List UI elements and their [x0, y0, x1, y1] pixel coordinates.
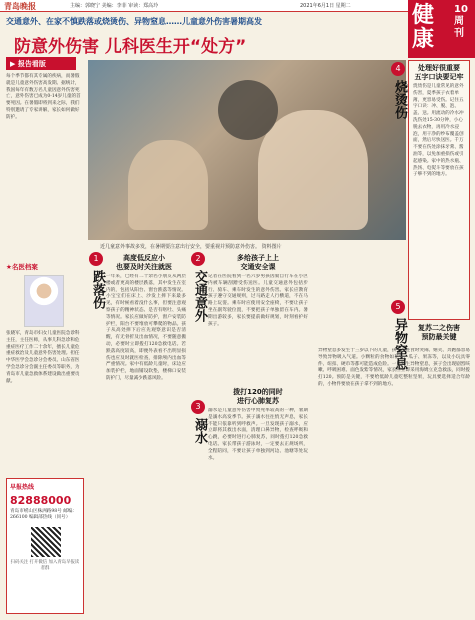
section-5-heading: 复苏二之伤害 预防最关键	[418, 324, 460, 341]
section-3-number: 3	[191, 400, 205, 414]
section-3-heading: 拨打120的同时 进行心肺复苏	[233, 388, 283, 405]
photo-figure-adult	[258, 110, 368, 230]
hotline-box	[6, 478, 84, 614]
section-banner	[408, 0, 475, 58]
section-4-box	[408, 60, 470, 320]
section-1-heading: 高度低反应小 也要及时关注就医	[116, 254, 172, 271]
megaphone-icon: ▶	[10, 60, 16, 68]
photo-figure-head	[218, 80, 278, 140]
photo-figure-child	[128, 140, 208, 230]
expert-bio: 张晓军，青岛市妇女儿童医院急诊科主任，主任医师，从事儿科急诊和危重症医疗工作二十余年，擅长儿童危重症救治及儿童意外伤害处理。担任中华医学会急诊分会委员、山东省医学会急诊分会副主任委员等职务，为青岛市儿童急救体系建设做出重要贡献。	[6, 331, 80, 384]
expert-portrait	[24, 275, 64, 327]
section-title: 健康	[412, 3, 435, 52]
photo-caption: 近几童意外事故多发，在暑期要注意出行安全，要重视并预防意外伤害。 资料图片	[100, 244, 282, 250]
section-1-label: 跌落伤	[90, 270, 105, 309]
issue-date: 2021年6月1日 星期二	[300, 3, 351, 9]
expert-title-label: 名医档案	[11, 263, 38, 271]
masthead-bar	[0, 0, 475, 12]
section-1-marker	[88, 252, 104, 309]
star-icon: ★	[6, 263, 12, 271]
section-5-label: 异物窒息	[392, 318, 407, 370]
section-1-number: 1	[89, 252, 103, 266]
reporter-badge	[6, 57, 76, 70]
section-3-label: 溺水	[192, 418, 207, 444]
hotline-address: 青岛市崂山区株洲路98号 邮编：266100 编辑部热线（同号）	[10, 509, 78, 520]
section-4-label: 烧烫伤	[392, 80, 407, 119]
qr-caption: 扫码关注 打开微信 加入青岛早报读者群	[10, 560, 80, 571]
section-5-number: 5	[391, 300, 405, 314]
section-5-body: 异物窒息多发生于三岁以下的儿童，孩子在进食时哭闹、嬉笑、奔跑都容易导致异物吸入气道。小颗粒的食物如花生、瓜子、果冻等，以及小玩具零件、纽扣、硬币等都可能造成危险。一旦发生异物窒息，孩子会出现剧烈咳嗽、呼吸困难、面色发紫等情况，家长应立即采用海姆立克急救法，同时拨打120。预防是关键，不要给低龄儿童吃整粒坚果，玩具要选择适合年龄的，小物件要放在孩子拿不到的地方。	[318, 348, 470, 387]
reporter-badge-label: 报告看版	[17, 60, 46, 68]
headline: 防意外伤害 儿科医生开“处方”	[14, 37, 247, 57]
section-2-body: 记者在医院看到一名六岁男孩因骑自行车在小区内被车辆刮蹭受伤送医。儿童交通意外包括步行、骑车、乘车时发生的意外伤害。家长应教育孩子遵守交通规则，过马路走人行横道，不在马路上玩耍。乘车时应使用安全座椅，不要让孩子坐在副驾驶位置，不要把孩子单独留在车内。暑期出游较多，家长要提前做好规划，时刻看护好孩子。	[208, 274, 308, 327]
section-4-heading: 处理好很重要 五字口诀要记牢	[414, 64, 464, 81]
hotline-number: 82888000	[10, 494, 72, 507]
newspaper-logo: 青岛晚报	[4, 2, 36, 11]
section-3-body: 溺水是儿童意外伤害中致死率较高的一种，暑期是溺水高发季节。孩子溺水往往悄无声息，家长不能只依靠听到呼救声。一旦发现孩子溺水，应立即将其救出水面，清理口鼻异物，检查呼吸和心跳，必要时进行心肺复苏，同时拨打120急救电话。家长带孩子游泳时，一定要去正规场所，全程陪同，不要让孩子单独到河边、池塘等处玩水。	[208, 408, 308, 461]
expert-title	[6, 262, 84, 271]
expert-profile	[6, 262, 84, 462]
section-subtitle: 10 周刊	[454, 4, 468, 39]
section-2-heading: 多给孩子上上 交通安全课	[237, 254, 279, 271]
section-4-marker	[390, 62, 406, 119]
qr-code-icon[interactable]	[31, 527, 61, 557]
section-3-marker	[190, 400, 206, 444]
lead-photo	[88, 60, 406, 240]
lead-paragraph: 每个季节都有其专属的疾病，而暑假就是儿童意外伤害高发期。据统计，我国每年有数万名儿童因意外伤害死亡，意外伤害已成为0-14岁儿童的首要死因。在暑假即将到来之际，我们特别邀请了专家讲解，家长如何做好防护。	[6, 74, 81, 120]
section-1-body: 一年来，已经有二十余名小朋友从两层楼或者更高的楼层跌落，其中发生在室内的，包括从阳台、窗台跌落等情况。小宝宝们在床上、沙发上摔下来最多见，有时候看着没什么事，但要注意观察孩子的精神状态、是否有呕吐、头痛等情况。家长应做好防护，窗户安装防护栏，阳台不要堆放可攀爬的物品。孩子从高处摔下后应先观察意识是否清醒，有无骨折及出血情况，不要随意搬动，必要时立即拨打120急救电话。若跌落高度较高，即便外表看不出明显损伤也应及时就医检查，排除颅内出血等严重情况。家中有低龄儿童时，床边应加装护栏，地面铺设软垫，楼梯口安装防护门，尽量减少跌落风险。	[106, 274, 186, 381]
kicker: 交通意外、在家不慎跌落或烧烫伤、异物窒息……儿童意外伤害暑期高发	[6, 17, 262, 26]
hotline-label: 早报热线	[10, 484, 35, 491]
section-2-number: 2	[191, 252, 205, 266]
section-4-body: 烧烫伤是儿童常见的意外伤害，夏季孩子衣着单薄，更容易受伤。记住五字口诀：冲、脱、泡、盖、送。用流动的冷水冲洗伤处15-30分钟，小心脱去衣物，再用冷水浸泡，用干净的纱布覆盖创面，然后尽快送医。千万不要在伤处涂抹牙膏、酱油等，以免加重损伤或引起感染。家中的热水瓶、热汤、电熨斗等要放在孩子够不到的地方。	[413, 84, 464, 178]
section-2-label: 交通意外	[192, 270, 207, 322]
section-4-number: 4	[391, 62, 405, 76]
editor-credits: 主编：郭晓宁 美编：李菲 审读：郑高玲	[70, 3, 159, 9]
section-2-marker	[190, 252, 206, 322]
